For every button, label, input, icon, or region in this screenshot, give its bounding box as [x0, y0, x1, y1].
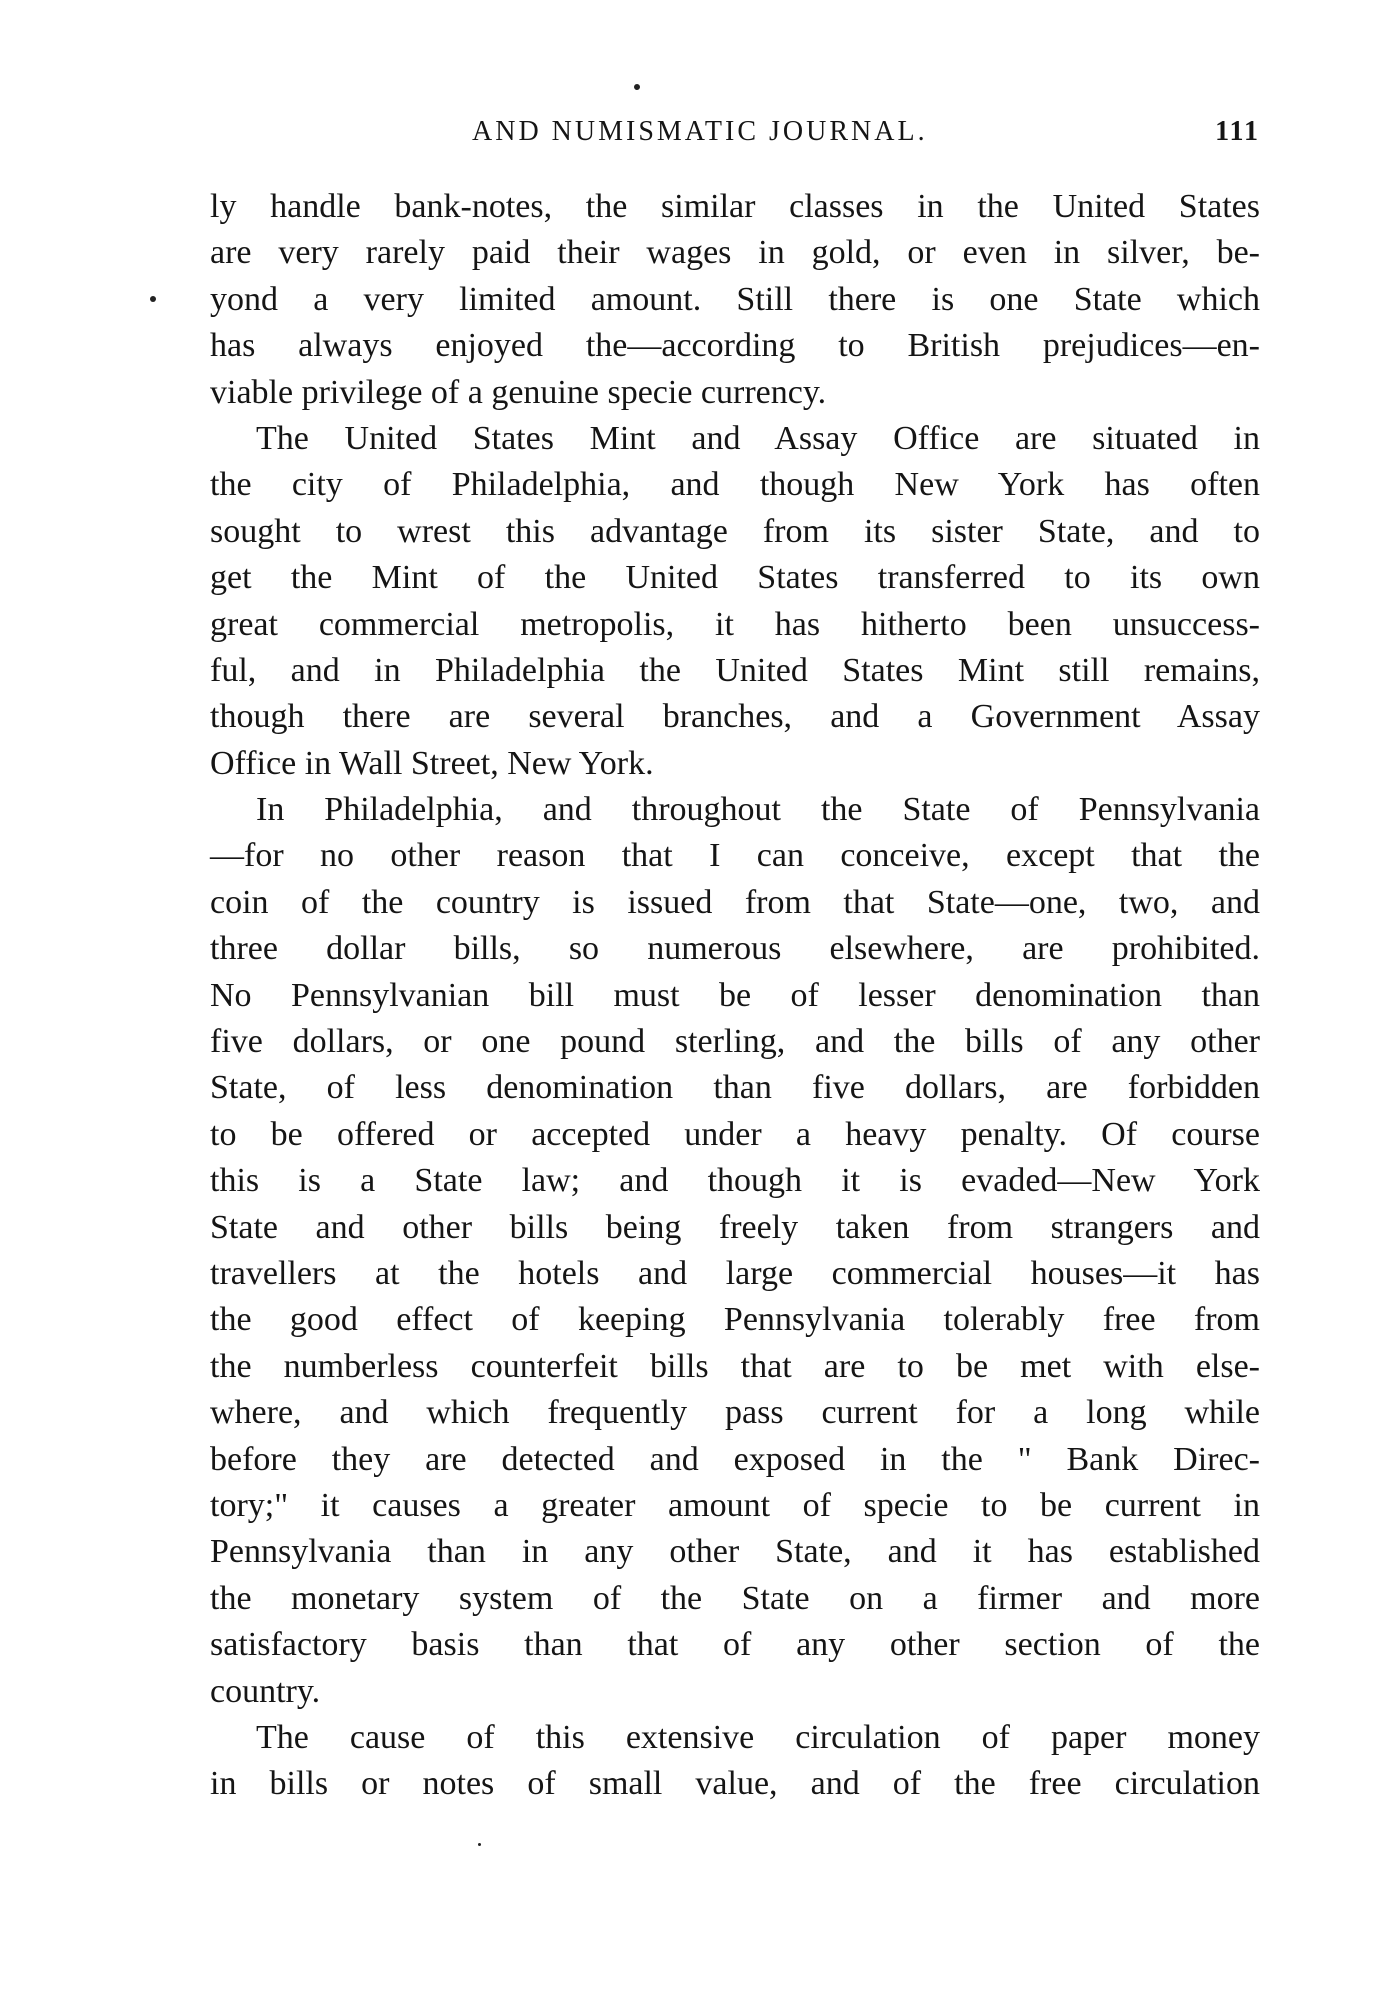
text-line: In Philadelphia, and throughout the State of Pennsylvania: [256, 791, 1260, 829]
text-line: State, of less denomination than five dollars, are forbidden: [210, 1069, 1260, 1107]
text-line: The cause of this extensive circulation of paper money: [256, 1718, 1260, 1756]
text-line: The United States Mint and Assay Office are situated in: [256, 419, 1260, 457]
text-line: the numberless counterfeit bills that are to be met with else-: [210, 1347, 1260, 1385]
body-text: [210, 184, 1260, 1808]
text-line: coin of the country is issued from that State—one, two, and: [210, 883, 1260, 921]
page-header: [210, 116, 1260, 156]
text-line: where, and which frequently pass current for a long while: [210, 1394, 1260, 1432]
text-line: State and other bills being freely taken from strangers and: [210, 1208, 1260, 1246]
text-line: ful, and in Philadelphia the United States Mint still remains,: [210, 651, 1260, 689]
text-line: country.: [210, 1672, 321, 1710]
text-line: travellers at the hotels and large commercial houses—it has: [210, 1254, 1260, 1292]
text-line: the monetary system of the State on a firmer and more: [210, 1579, 1260, 1617]
text-line: though there are several branches, and a Government Assay: [210, 698, 1260, 736]
text-line: —for no other reason that I can conceive, except that the: [210, 837, 1260, 875]
text-line: to be offered or accepted under a heavy penalty. Of course: [210, 1115, 1260, 1153]
text-line: ly handle bank-notes, the similar classes in the United States: [210, 188, 1260, 225]
print-speck: [478, 1843, 481, 1846]
text-line: before they are detected and exposed in the " Bank Direc-: [210, 1440, 1260, 1478]
print-speck: [150, 296, 156, 302]
text-line: this is a State law; and though it is evaded—New York: [210, 1162, 1260, 1200]
text-line: yond a very limited amount. Still there is one State which: [210, 280, 1260, 318]
text-line: three dollar bills, so numerous elsewhere, are prohibited.: [210, 930, 1260, 968]
text-line: Office in Wall Street, New York.: [210, 744, 654, 782]
text-line: sought to wrest this advantage from its sister State, and to: [210, 512, 1260, 550]
text-line: satisfactory basis than that of any other section of the: [210, 1626, 1260, 1664]
text-line: five dollars, or one pound sterling, and the bills of any other: [210, 1023, 1260, 1061]
text-line: are very rarely paid their wages in gold, or even in silver, be-: [210, 234, 1260, 272]
text-line: great commercial metropolis, it has hitherto been unsuccess-: [210, 605, 1260, 643]
text-line: viable privilege of a genuine specie currency.: [210, 373, 827, 411]
text-line: No Pennsylvanian bill must be of lesser denomination than: [210, 976, 1260, 1014]
text-line: has always enjoyed the—according to British prejudices—en-: [210, 327, 1260, 365]
text-line: tory;" it causes a greater amount of specie to be current in: [210, 1486, 1260, 1524]
page-number: 111: [1215, 116, 1260, 147]
text-line: the good effect of keeping Pennsylvania tolerably free from: [210, 1301, 1260, 1339]
text-line: get the Mint of the United States transferred to its own: [210, 559, 1260, 597]
running-head: AND NUMISMATIC JOURNAL.: [472, 116, 928, 147]
text-line: in bills or notes of small value, and of the free circulation: [210, 1765, 1260, 1803]
text-line: the city of Philadelphia, and though New York has often: [210, 466, 1260, 504]
text-line: Pennsylvania than in any other State, and it has established: [210, 1533, 1260, 1571]
print-speck: [634, 84, 640, 90]
